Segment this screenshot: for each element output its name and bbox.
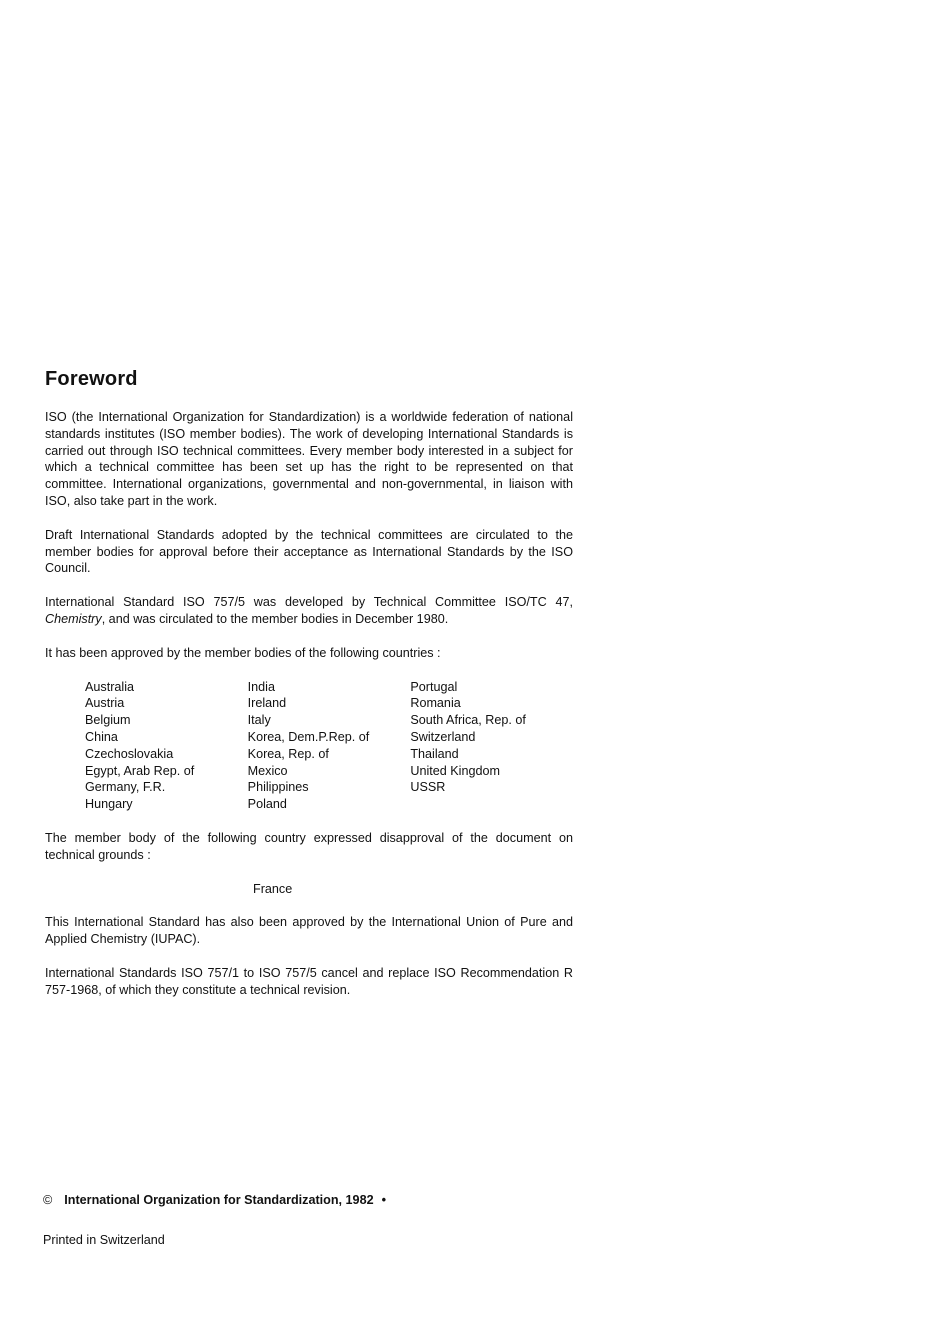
- paragraph-iupac: This International Standard has also been approved by the International Union of Pure and Applied Chemistry (IUPAC).: [45, 915, 573, 947]
- printed-in-line: Printed in Switzerland: [43, 1233, 165, 1247]
- country-item: United Kingdom: [410, 763, 500, 778]
- country-item: Czechoslovakia: [85, 746, 174, 761]
- paragraph-disapproval: The member body of the following country expressed disapproval of the document on technical grounds :: [45, 830, 573, 862]
- country-item: Belgium: [85, 713, 131, 728]
- disapproving-country: France: [253, 881, 293, 896]
- copyright-icon: ©: [43, 1193, 53, 1207]
- committee-name: Chemistry: [45, 611, 102, 626]
- country-item: Korea, Dem.P.Rep. of: [247, 729, 370, 744]
- country-item: Korea, Rep. of: [247, 746, 329, 761]
- country-item: Ireland: [247, 696, 287, 711]
- country-item: Philippines: [247, 780, 309, 795]
- paragraph-developed-by: [45, 594, 573, 628]
- country-item: India: [247, 679, 275, 694]
- country-item: Hungary: [85, 797, 133, 812]
- approving-countries-list: [85, 679, 573, 813]
- country-item: Egypt, Arab Rep. of: [85, 763, 195, 778]
- country-item: Portugal: [410, 679, 458, 694]
- copyright-line: [43, 1193, 386, 1207]
- country-item: Thailand: [410, 746, 459, 761]
- countries-column-3: [410, 679, 573, 813]
- foreword-section: [45, 368, 573, 1016]
- paragraph-iso-intro: ISO (the International Organization for Standardization) is a worldwide federation of national standards institutes (ISO member bodies). The work of developing International Standards is carried out through ISO technical committees. Every member body interested in a subject for which a technical committee has been set up has the right to be represented on that committee. International organizations, governmental and non-governmental, in liaison with ISO, also take part in the work.: [45, 410, 573, 508]
- paragraph-approved-by: It has been approved by the member bodies of the following countries :: [45, 645, 441, 660]
- country-item: China: [85, 729, 118, 744]
- circulated-text: , and was circulated to the member bodies in December 1980.: [101, 611, 449, 626]
- country-item: Italy: [247, 713, 271, 728]
- country-item: Austria: [85, 696, 125, 711]
- bullet-icon: •: [381, 1193, 386, 1207]
- countries-column-1: [85, 679, 248, 813]
- country-item: Mexico: [247, 763, 288, 778]
- paragraph-draft-standards: Draft International Standards adopted by the technical committees are circulated to the member bodies for approval before their acceptance as International Standards by the ISO Council.: [45, 527, 573, 576]
- page-title: Foreword: [45, 368, 138, 390]
- country-item: Germany, F.R.: [85, 780, 166, 795]
- paragraph-cancel-replace: International Standards ISO 757/1 to ISO 757/5 cancel and replace ISO Recommendation R 757-1968, of which they constitute a technical revision.: [45, 965, 573, 997]
- country-item: Australia: [85, 679, 134, 694]
- country-item: USSR: [410, 780, 446, 795]
- country-item: Romania: [410, 696, 461, 711]
- country-item: Switzerland: [410, 729, 476, 744]
- copyright-text: International Organization for Standardization, 1982: [64, 1193, 374, 1207]
- country-item: Poland: [247, 797, 287, 812]
- countries-column-2: [248, 679, 411, 813]
- developed-by-text: International Standard ISO 757/5 was developed by Technical Committee ISO/TC 47,: [45, 595, 573, 610]
- country-item: South Africa, Rep. of: [410, 713, 526, 728]
